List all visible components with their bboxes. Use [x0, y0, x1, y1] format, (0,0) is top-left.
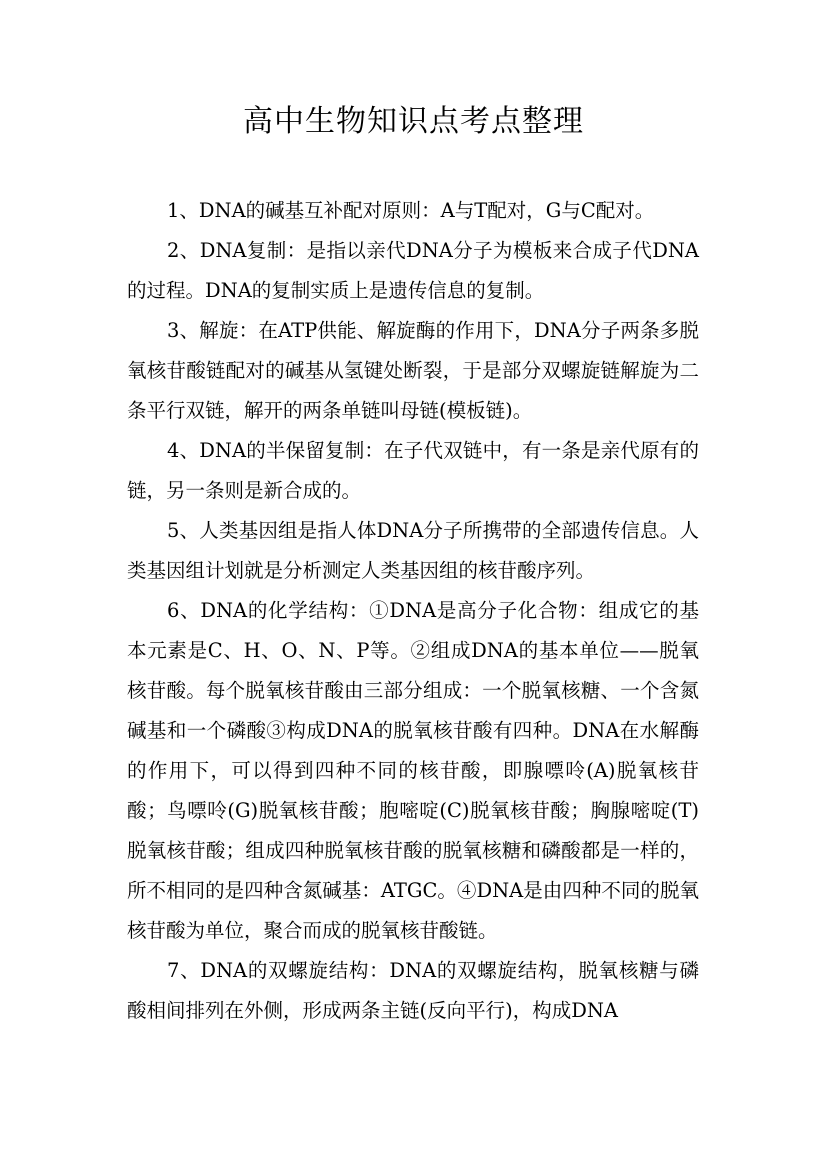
paragraph-1: 1、DNA的碱基互补配对原则：A与T配对，G与C配对。 [167, 199, 655, 222]
paragraph-7: 7、DNA的双螺旋结构：DNA的双螺旋结构，脱氧核糖与磷酸相间排列在外侧，形成两条主链(反向平行)，构成DNA [127, 959, 699, 1022]
paragraph-5: 5、人类基因组是指人体DNA分子所携带的全部遗传信息。人类基因组计划就是分析测定人类基因组的核苷酸序列。 [127, 519, 699, 582]
paragraph-2: 2、DNA复制：是指以亲代DNA分子为模板来合成子代DNA的过程。DNA的复制实质上是遗传信息的复制。 [127, 239, 699, 302]
paragraph-4: 4、DNA的半保留复制：在子代双链中，有一条是亲代原有的链，另一条则是新合成的。 [127, 439, 699, 502]
document-title: 高中生物知识点考点整理 [243, 104, 584, 139]
document-body [127, 191, 699, 1031]
paragraph-6: 6、DNA的化学结构：①DNA是高分子化合物：组成它的基本元素是C、H、O、N、P等。②组成DNA的基本单位——脱氧核苷酸。每个脱氧核苷酸由三部分组成：一个脱氧核糖、一个含氮碱基和一个磷酸③构成DNA的脱氧核苷酸有四种。DNA在水解酶的作用下，可以得到四种不同的核苷酸，即腺嘌呤(A)脱氧核苷酸；鸟嘌呤(G)脱氧核苷酸；胞嘧啶(C)脱氧核苷酸；胸腺嘧啶(T)脱氧核苷酸；组成四种脱氧核苷酸的脱氧核糖和磷酸都是一样的，所不相同的是四种含氮碱基：ATGC。④DNA是由四种不同的脱氧核苷酸为单位，聚合而成的脱氧核苷酸链。 [127, 599, 699, 942]
paragraph-3: 3、解旋：在ATP供能、解旋酶的作用下，DNA分子两条多脱氧核苷酸链配对的碱基从氢键处断裂，于是部分双螺旋链解旋为二条平行双链，解开的两条单链叫母链(模板链)。 [127, 319, 699, 422]
